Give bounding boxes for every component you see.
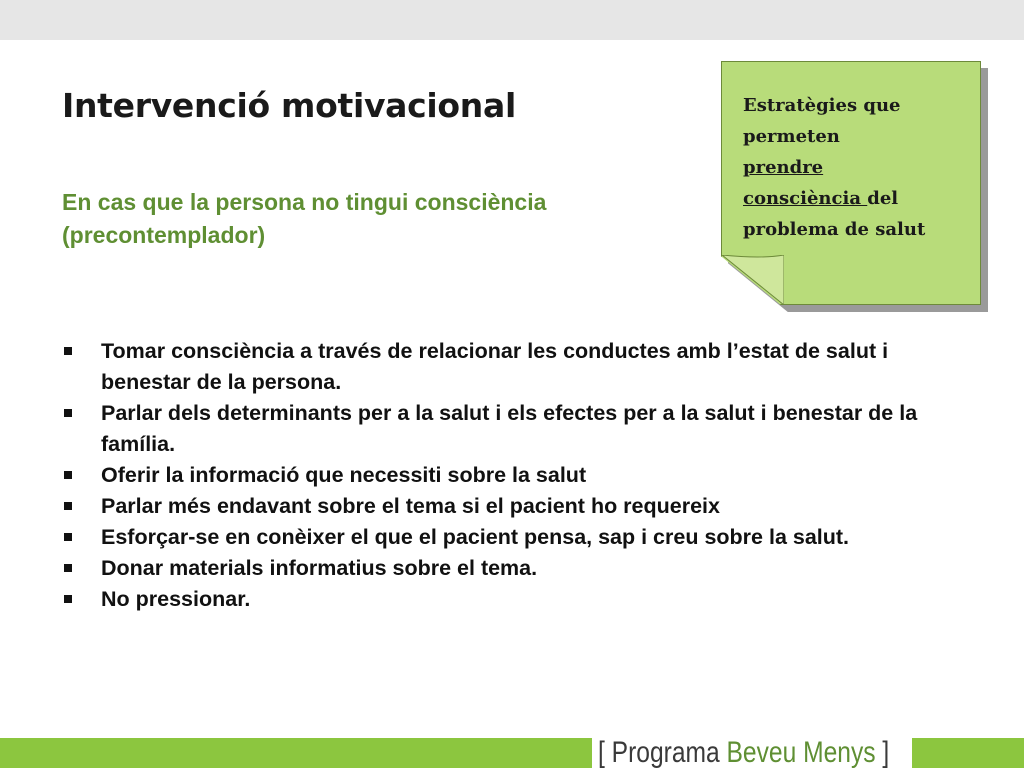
list-item [62,491,942,522]
square-bullet-icon [64,502,72,510]
list-item [62,522,942,553]
list-item-text: No pressionar. [101,587,251,611]
square-bullet-icon [64,409,72,417]
square-bullet-icon [64,471,72,479]
note-line-1: Estratègies que [743,95,901,116]
slide-title: Intervenció motivacional [62,86,516,125]
sticky-note-fold [722,255,784,305]
list-item [62,584,942,615]
list-item [62,398,942,460]
note-line-4-rest: del [867,188,899,209]
top-band [0,0,1024,40]
list-item-text: Esforçar-se en conèixer el que el pacient pensa, sap i creu sobre la salut. [101,525,850,549]
square-bullet-icon [64,564,72,572]
bullet-list [62,336,942,615]
note-line-2: permeten [743,126,840,147]
list-item-text: Oferir la informació que necessiti sobre la salut [101,463,587,487]
note-line-3: prendre [743,157,824,178]
footer-close-bracket: ] [875,736,890,769]
note-line-4-underlined: consciència [743,188,868,209]
footer-open-bracket: [ [598,736,612,769]
list-item-text: Tomar consciència a través de relacionar les conductes amb l’estat de salut i benestar de la persona. [101,339,889,394]
list-item-text: Parlar més endavant sobre el tema si el pacient ho requereix [101,494,720,518]
list-item-text: Parlar dels determinants per a la salut i els efectes per a la salut i benestar de la família. [101,401,918,456]
list-item [62,460,942,491]
footer-brand [598,733,889,773]
square-bullet-icon [64,347,72,355]
sticky-note-text [743,90,973,245]
list-item [62,336,942,398]
slide-subtitle: En cas que la persona no tingui consciència (precontemplador) [62,189,547,248]
square-bullet-icon [64,533,72,541]
footer-brand-programa: Programa [611,736,727,769]
square-bullet-icon [64,595,72,603]
list-item-text: Donar materials informatius sobre el tema. [101,556,538,580]
list-item [62,553,942,584]
note-line-5: problema de salut [743,219,926,240]
footer-brand-name: Beveu Menys [726,736,876,769]
